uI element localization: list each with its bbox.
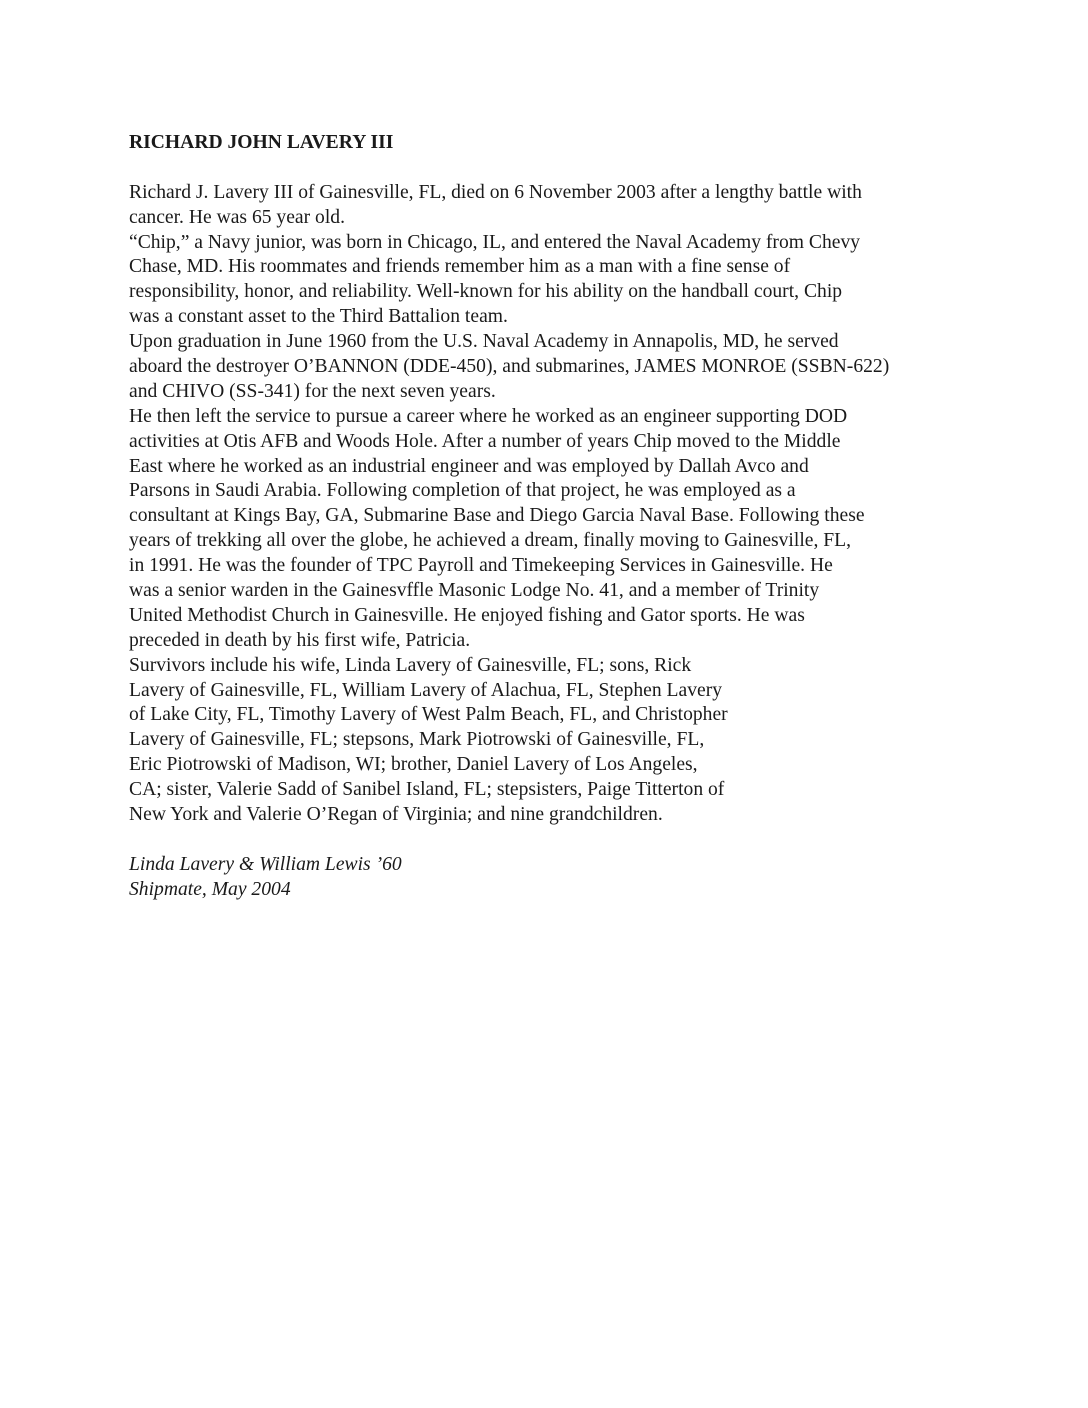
body-line: Lavery of Gainesville, FL, William Lavery of Alachua, FL, Stephen Lavery <box>129 679 723 701</box>
body-line: of Lake City, FL, Timothy Lavery of West Palm Beach, FL, and Christopher <box>129 704 728 726</box>
signature-source: Shipmate, May 2004 <box>129 878 291 900</box>
spacer <box>129 828 979 853</box>
body-line: United Methodist Church in Gainesville. He enjoyed fishing and Gator sports. He was <box>129 604 805 626</box>
body-line: Richard J. Lavery III of Gainesville, FL, died on 6 November 2003 after a lengthy battle with <box>129 181 862 203</box>
body-line: Chase, MD. His roommates and friends remember him as a man with a fine sense of <box>129 256 791 278</box>
body-line: New York and Valerie O’Regan of Virginia; and nine grandchildren. <box>129 804 663 826</box>
body-line: Eric Piotrowski of Madison, WI; brother, Daniel Lavery of Los Angeles, <box>129 754 698 776</box>
document-title: RICHARD JOHN LAVERY III <box>129 132 394 153</box>
body-line: Survivors include his wife, Linda Lavery of Gainesville, FL; sons, Rick <box>129 654 692 676</box>
body-line: Parsons in Saudi Arabia. Following completion of that project, he was employed as a <box>129 480 796 502</box>
body-line: activities at Otis AFB and Woods Hole. After a number of years Chip moved to the Middle <box>129 430 841 452</box>
obituary-body <box>129 181 979 828</box>
obituary-content <box>129 131 979 903</box>
body-line: “Chip,” a Navy junior, was born in Chicago, IL, and entered the Naval Academy from Chevy <box>129 231 861 253</box>
spacer <box>129 156 979 181</box>
body-line: was a senior warden in the Gainesvffle Masonic Lodge No. 41, and a member of Trinity <box>129 580 820 602</box>
body-line: Upon graduation in June 1960 from the U.S. Naval Academy in Annapolis, MD, he served <box>129 331 839 353</box>
body-line: in 1991. He was the founder of TPC Payroll and Timekeeping Services in Gainesville. He <box>129 555 833 577</box>
body-line: Lavery of Gainesville, FL; stepsons, Mark Piotrowski of Gainesville, FL, <box>129 729 705 751</box>
body-line: preceded in death by his first wife, Patricia. <box>129 629 471 651</box>
signature-author: Linda Lavery & William Lewis ’60 <box>129 853 402 875</box>
body-line: was a constant asset to the Third Battalion team. <box>129 306 508 328</box>
body-line: and CHIVO (SS-341) for the next seven years. <box>129 380 496 402</box>
body-line: East where he worked as an industrial engineer and was employed by Dallah Avco and <box>129 455 809 477</box>
body-line: aboard the destroyer O’BANNON (DDE-450), and submarines, JAMES MONROE (SSBN-622) <box>129 356 890 378</box>
body-line: CA; sister, Valerie Sadd of Sanibel Island, FL; stepsisters, Paige Titterton of <box>129 779 725 801</box>
body-line: years of trekking all over the globe, he achieved a dream, finally moving to Gainesville, FL, <box>129 530 852 552</box>
body-line: consultant at Kings Bay, GA, Submarine Base and Diego Garcia Naval Base. Following these <box>129 505 865 527</box>
body-line: responsibility, honor, and reliability. Well-known for his ability on the handball court, Chip <box>129 281 843 303</box>
body-line: cancer. He was 65 year old. <box>129 206 345 228</box>
body-line: He then left the service to pursue a career where he worked as an engineer supporting DOD <box>129 405 848 427</box>
